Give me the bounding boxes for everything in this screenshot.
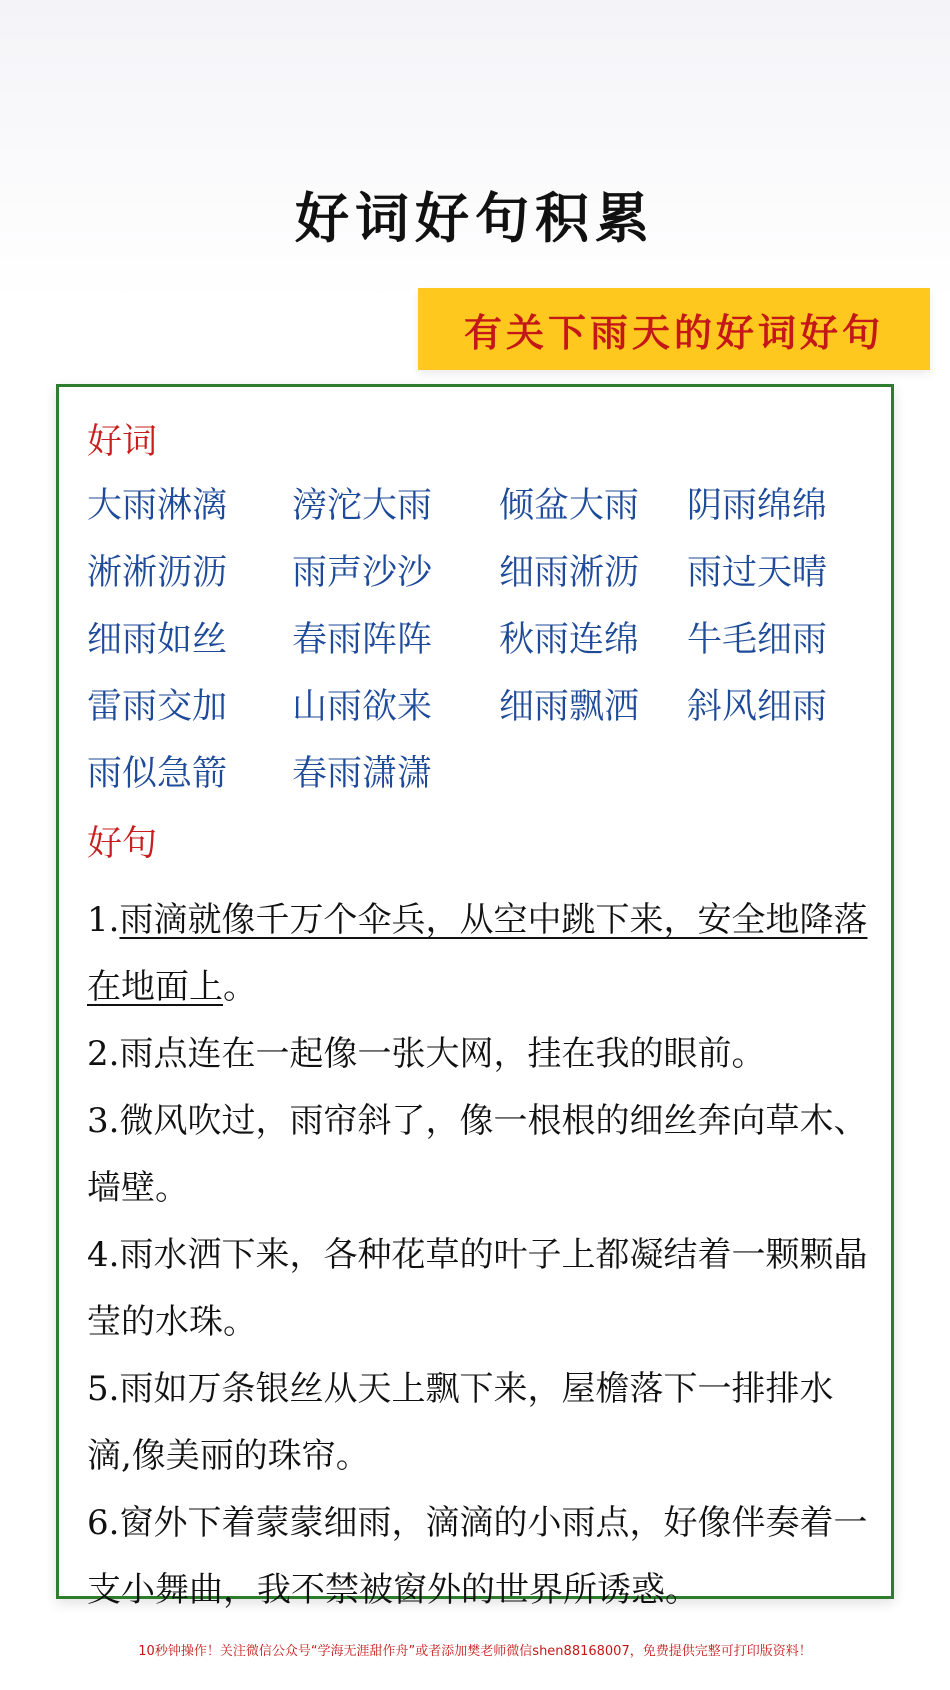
good-word: 春雨潇潇 bbox=[292, 754, 433, 794]
good-sentence bbox=[87, 887, 877, 1021]
sentence-text: 雨水洒下来，各种花草的叶子上都凝结着一颗颗晶莹的水珠。 bbox=[87, 1235, 868, 1342]
word-row bbox=[87, 753, 877, 820]
footer-note: 10秒钟操作！关注微信公众号“学海无涯甜作舟”或者添加樊老师微信shen88168007，免费提供完整可打印版资料！ bbox=[138, 1644, 812, 1659]
sentence-underlined-text: 雨滴就像千万个伞兵，从空中跳下来，安全地降落在地面上 bbox=[87, 900, 868, 1007]
sentence-number-dot: . bbox=[108, 1503, 120, 1543]
sentence-text: 雨点连在一起像一张大网，挂在我的眼前。 bbox=[119, 1034, 766, 1074]
sentence-number-dot: . bbox=[108, 1369, 120, 1409]
good-word: 牛毛细雨 bbox=[687, 620, 828, 660]
good-sentences-list bbox=[87, 887, 877, 1624]
sentence-number: 1 bbox=[87, 900, 109, 940]
good-word: 细雨如丝 bbox=[87, 620, 228, 660]
good-sentence bbox=[87, 1222, 877, 1356]
good-word: 大雨淋漓 bbox=[87, 486, 228, 526]
good-word: 细雨淅沥 bbox=[499, 553, 640, 593]
sentence-number-dot: . bbox=[108, 1101, 120, 1141]
page-title: 好词好句积累 bbox=[295, 187, 655, 250]
good-word: 斜风细雨 bbox=[687, 687, 828, 727]
sentence-text: 窗外下着蒙蒙细雨，滴滴的小雨点，好像伴奏着一支小舞曲，我不禁被窗外的世界所诱惑。 bbox=[87, 1503, 868, 1610]
good-word: 滂沱大雨 bbox=[292, 486, 433, 526]
subtitle-banner: 有关下雨天的好词好句 bbox=[418, 288, 930, 370]
sentence-text: 雨如万条银丝从天上飘下来，屋檐落下一排排水滴,像美丽的珠帘。 bbox=[87, 1369, 834, 1476]
good-sentences-heading: 好句 bbox=[87, 824, 158, 864]
good-word: 雨似急箭 bbox=[87, 754, 228, 794]
good-word: 细雨飘洒 bbox=[499, 687, 640, 727]
good-word: 雨过天晴 bbox=[687, 553, 828, 593]
content-box bbox=[56, 384, 894, 1610]
good-sentence bbox=[87, 1088, 877, 1222]
good-word: 淅淅沥沥 bbox=[87, 553, 228, 593]
good-word: 山雨欲来 bbox=[292, 687, 433, 727]
good-sentence bbox=[87, 1356, 877, 1490]
sentence-number: 6 bbox=[87, 1503, 109, 1543]
sentence-number: 3 bbox=[87, 1101, 109, 1141]
good-word: 阴雨绵绵 bbox=[687, 486, 828, 526]
good-word: 雨声沙沙 bbox=[292, 553, 433, 593]
sentence-number-dot: . bbox=[108, 1034, 120, 1074]
good-word: 秋雨连绵 bbox=[499, 620, 640, 660]
good-words-heading: 好词 bbox=[87, 422, 158, 462]
word-row bbox=[87, 619, 877, 686]
word-row bbox=[87, 552, 877, 619]
sentence-number: 4 bbox=[87, 1235, 109, 1275]
good-sentence bbox=[87, 1021, 877, 1088]
word-row bbox=[87, 485, 877, 552]
good-words-grid bbox=[87, 485, 877, 820]
sentence-text: 。 bbox=[223, 967, 257, 1007]
good-word: 雷雨交加 bbox=[87, 687, 228, 727]
sentence-text: 微风吹过，雨帘斜了，像一根根的细丝奔向草木、墙壁。 bbox=[87, 1101, 868, 1208]
word-row bbox=[87, 686, 877, 753]
good-word: 倾盆大雨 bbox=[499, 486, 640, 526]
good-sentence bbox=[87, 1490, 877, 1624]
sentence-number: 2 bbox=[87, 1034, 109, 1074]
sentence-number: 5 bbox=[87, 1369, 109, 1409]
sentence-number-dot: . bbox=[108, 1235, 120, 1275]
sentence-number-dot: . bbox=[108, 900, 120, 940]
good-word: 春雨阵阵 bbox=[292, 620, 433, 660]
